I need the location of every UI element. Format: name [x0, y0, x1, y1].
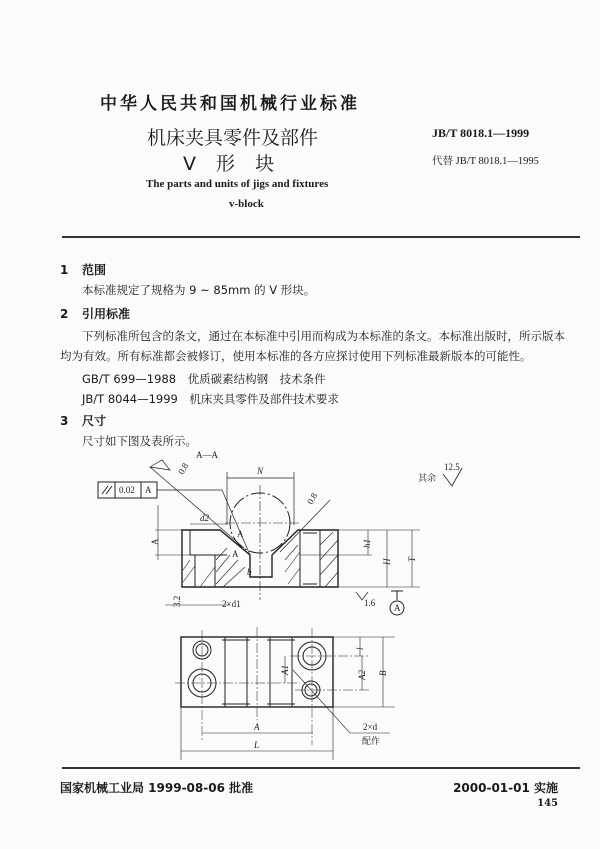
effective-date: 2000-01-01 实施 [453, 781, 558, 795]
section-2-text: 下列标准所包含的条文，通过在本标准中引用而构成为本标准的条文。本标准出版时，所示版本 [82, 329, 565, 343]
reference-item: GB/T 699—1988 优质碳素结构钢 技术条件 [82, 372, 326, 386]
match-drill-note: 配作 [362, 736, 381, 746]
tolerance-datum: A [145, 485, 152, 495]
dim-n: N [257, 466, 264, 476]
dim-a: A [150, 538, 160, 545]
subtitle-en: v-block [229, 198, 264, 210]
section-1-text: 本标准规定了规格为 9 ~ 85mm 的 V 形块。 [82, 283, 316, 297]
title-en: The parts and units of jigs and fixtures [146, 178, 329, 190]
standard-number: JB/T 8018.1—1999 [432, 126, 530, 140]
roughness-16: 1.6 [364, 598, 376, 608]
section-3-heading: 3 尺寸 [60, 414, 107, 428]
footer-divider [62, 767, 580, 769]
dim-t: T [407, 556, 417, 562]
tolerance-value: 0.02 [119, 485, 135, 495]
replaces-standard: 代替 JB/T 8018.1—1995 [432, 156, 539, 167]
reference-item: JB/T 8044—1999 机床夹具零件及部件技术要求 [82, 392, 339, 406]
datum-label: A [394, 603, 401, 613]
subtitle-cn: V 形 块 [183, 153, 275, 175]
page-number: 145 [537, 798, 558, 809]
holes-d: 2×d [363, 722, 378, 732]
dim-l: l [355, 647, 365, 650]
dim-l-length: L [254, 740, 260, 750]
section-mark-a: A [232, 549, 239, 559]
other-surfaces-label: 其余 [418, 473, 437, 483]
section-label: A—A [196, 450, 218, 460]
dim-a-plan: A [254, 722, 260, 732]
industry-standard-heading: 中华人民共和国机械行业标准 [100, 94, 360, 114]
section-2-text-cont: 均为有效。所有标准都会被修订，使用本标准的各方应探讨使用下列标准最新版本的可能性。 [60, 349, 532, 363]
section-mark-a: A [237, 529, 244, 539]
title-cn: 机床夹具零件及部件 [147, 127, 319, 149]
other-roughness: 12.5 [444, 462, 460, 472]
dim-h: H [382, 558, 392, 565]
section-1-heading: 1 范围 [60, 263, 107, 277]
roughness-label: 0.8 [176, 461, 191, 476]
roughness-32: 3.2 [172, 595, 182, 607]
dim-a1: A1 [280, 665, 290, 675]
section-2-heading: 2 引用标准 [60, 307, 131, 321]
dim-h1: h1 [362, 539, 372, 548]
dim-a2: A2 [357, 670, 367, 680]
roughness-label: 0.8 [305, 491, 320, 506]
section-3-text: 尺寸如下图及表所示。 [82, 434, 197, 448]
holes-d1: 2×d1 [222, 599, 241, 609]
dim-b-width: B [378, 670, 388, 676]
dim-b: b [247, 567, 252, 577]
dim-d2: d2 [200, 513, 209, 523]
approval-note: 国家机械工业局 1999-08-06 批准 [60, 781, 254, 795]
